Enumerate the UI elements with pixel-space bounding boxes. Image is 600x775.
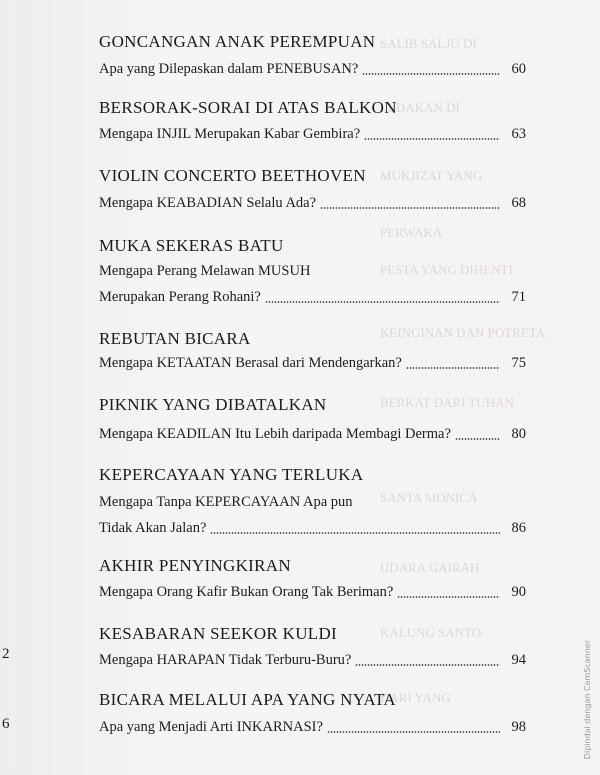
dot-leader — [364, 138, 500, 140]
entry-title: Mengapa Tanpa KEPERCAYAAN Apa pun — [99, 494, 353, 510]
page-number: 98 — [511, 719, 526, 735]
toc-entry[interactable] — [99, 355, 526, 375]
entry-title: Apa yang Dilepaskan dalam PENEBUSAN? — [99, 61, 359, 77]
toc-entry[interactable] — [99, 652, 526, 672]
entry-title-cont: Tidak Akan Jalan? — [99, 520, 207, 536]
toc-heading: KESABARAN SEEKOR KULDI — [99, 624, 337, 643]
entry-title: Mengapa Orang Kafir Bukan Orang Tak Beriman? — [99, 584, 394, 600]
dot-leader — [406, 367, 500, 369]
toc-entry[interactable] — [99, 195, 526, 215]
dot-leader — [327, 731, 500, 733]
page-number: 63 — [511, 126, 526, 142]
dot-leader — [265, 301, 500, 303]
page-number: 68 — [511, 195, 526, 211]
entry-title: Mengapa KEADILAN Itu Lebih daripada Membagi Derma? — [99, 426, 451, 442]
toc-entry[interactable] — [99, 719, 526, 739]
facing-page-number: 2 — [2, 646, 10, 662]
entry-title-cont: Merupakan Perang Rohani? — [99, 289, 261, 305]
toc-entry[interactable] — [99, 263, 526, 309]
entry-title: Mengapa Perang Melawan MUSUH — [99, 263, 311, 279]
entry-title: Mengapa HARAPAN Tidak Terburu-Buru? — [99, 652, 352, 668]
page-number: 94 — [511, 652, 526, 668]
toc-entry[interactable] — [99, 494, 526, 540]
toc-heading: BICARA MELALUI APA YANG NYATA — [99, 690, 397, 709]
toc-entry[interactable] — [99, 426, 526, 446]
entry-title: Mengapa KEABADIAN Selalu Ada? — [99, 195, 317, 211]
page-number: 60 — [511, 61, 526, 77]
page-number: 71 — [511, 289, 526, 305]
dot-leader — [320, 207, 500, 209]
entry-title: Mengapa KETAATAN Berasal dari Mendengarkan? — [99, 355, 402, 371]
dot-leader — [455, 438, 500, 440]
dot-leader — [355, 664, 500, 666]
toc-heading: AKHIR PENYINGKIRAN — [99, 556, 291, 575]
entry-title: Mengapa INJIL Merupakan Kabar Gembira? — [99, 126, 361, 142]
show-through-text: SALIB SALJU DI LEDAKAN DI MUKJIZAT YANG PERWAKA PESTA YANG DIHENTI KEINGINAN DAN POTRETA BERKAT DARI TUHAN SANTA MONICA UDARA GAIRAH KALUNG SANTO DARI YANG — [380, 36, 546, 705]
toc-heading: KEPERCAYAAN YANG TERLUKA — [99, 465, 364, 484]
scanner-watermark: Dipindai dengan CamScanner — [583, 640, 592, 760]
page-number: 75 — [511, 355, 526, 371]
toc-heading: PIKNIK YANG DIBATALKAN — [99, 395, 327, 414]
dot-leader — [210, 532, 500, 534]
dot-leader — [397, 596, 500, 598]
toc-heading: MUKA SEKERAS BATU — [99, 236, 284, 255]
dot-leader — [362, 73, 500, 75]
toc-heading: BERSORAK-SORAI DI ATAS BALKON — [99, 98, 397, 117]
toc-heading: REBUTAN BICARA — [99, 329, 251, 348]
toc-entry[interactable] — [99, 61, 526, 81]
facing-page-number: 6 — [2, 716, 10, 732]
toc-entry[interactable] — [99, 126, 526, 146]
toc-entry[interactable] — [99, 584, 526, 604]
page-number: 86 — [511, 520, 526, 536]
entry-title: Apa yang Menjadi Arti INKARNASI? — [99, 719, 323, 735]
page-number: 90 — [511, 584, 526, 600]
page-number: 80 — [511, 426, 526, 442]
toc-heading: VIOLIN CONCERTO BEETHOVEN — [99, 166, 366, 185]
toc-heading: GONCANGAN ANAK PEREMPUAN — [99, 32, 376, 51]
